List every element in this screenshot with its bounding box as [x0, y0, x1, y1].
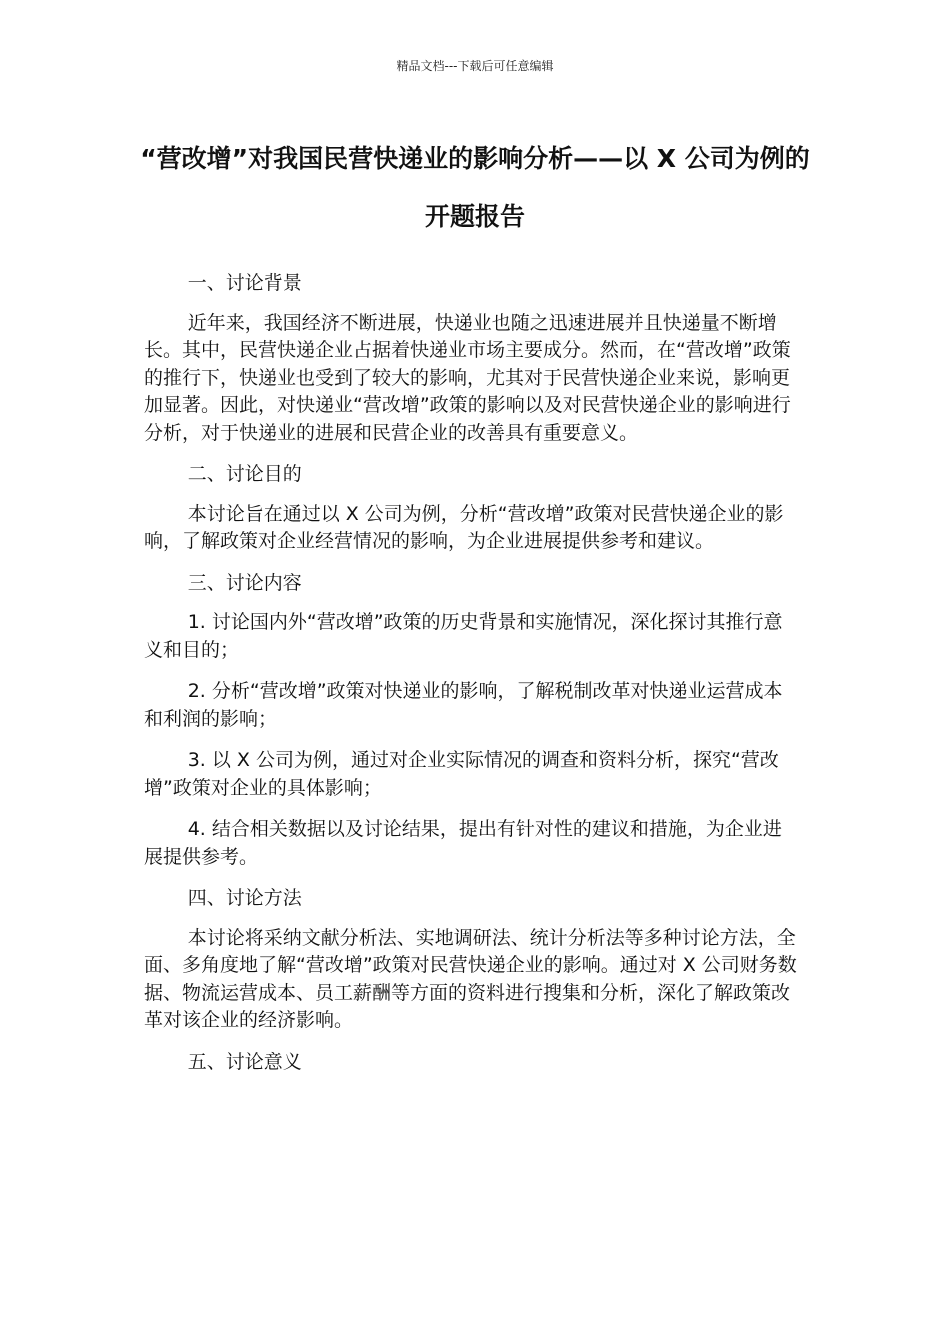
paragraph-background: 近年来，我国经济不断进展，快递业也随之迅速进展并且快递量不断增长。其中，民营快递企业占据着快递业市场主要成分。然而，在“营改增”政策的推行下，快递业也受到了较大的影响，尤其对于民营快递企业来说，影响更加显著。因此，对快递业“营改增”政策的影响以及对民营快递企业的影响进行分析，对于快递业的进展和民营企业的改善具有重要意义。	[144, 311, 791, 444]
document-body	[144, 270, 800, 1088]
section-heading-content: 三、讨论内容	[187, 571, 302, 594]
section-heading-significance: 五、讨论意义	[187, 1050, 302, 1073]
list-item-content-2: 2. 分析“营改增”政策对快递业的影响，了解税制改革对快递业运营成本和利润的影响；	[144, 680, 783, 730]
list-item-content-1: 1. 讨论国内外“营改增”政策的历史背景和实施情况，深化探讨其推行意义和目的；	[144, 611, 783, 661]
running-header: 精品文档---下载后可任意编辑	[396, 59, 554, 73]
list-item-content-3: 3. 以 X 公司为例，通过对企业实际情况的调查和资料分析，探究“营改增”政策对企业的具体影响；	[144, 749, 779, 799]
paragraph-purpose: 本讨论旨在通过以 X 公司为例，分析“营改增”政策对民营快递企业的影响，了解政策对企业经营情况的影响，为企业进展提供参考和建议。	[144, 502, 784, 552]
section-heading-purpose: 二、讨论目的	[187, 463, 302, 485]
section-heading-method: 四、讨论方法	[187, 887, 302, 909]
paragraph-method: 本讨论将采纳文献分析法、实地调研法、统计分析法等多种讨论方法，全面、多角度地了解“营改增”政策对民营快递企业的影响。通过对 X 公司财务数据、物流运营成本、员工薪酬等方面的资料进行搜集和分析，深化了解政策改革对该企业的经济影响。	[144, 926, 797, 1031]
section-heading-background: 一、讨论背景	[187, 272, 302, 294]
list-item-content-4: 4. 结合相关数据以及讨论结果，提出有针对性的建议和措施，为企业进展提供参考。	[144, 818, 782, 868]
document-title: “营改增”对我国民营快递业的影响分析——以 X 公司为例的开题报告	[140, 144, 810, 231]
